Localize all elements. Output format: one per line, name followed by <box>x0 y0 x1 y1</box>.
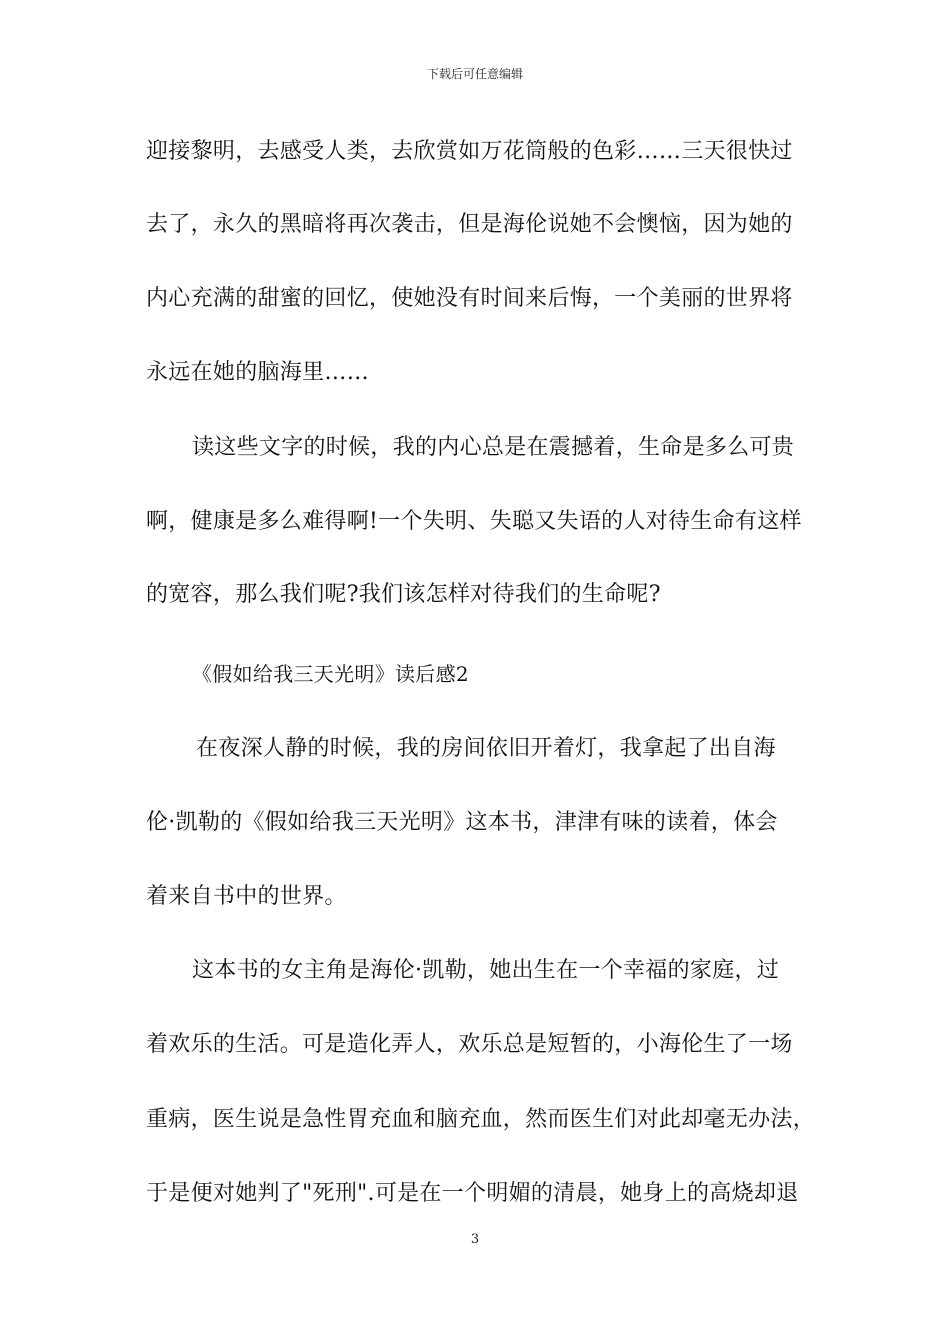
paragraph-line: 在夜深人静的时候，我的房间依旧开着灯，我拿起了出自海 <box>196 736 776 761</box>
paragraph-line: 于是便对她判了"死刑".可是在一个明媚的清晨，她身上的高烧却退 <box>146 1181 799 1206</box>
paragraph-line: 重病，医生说是急性胃充血和脑充血，然而医生们对此却毫无办法， <box>146 1107 816 1132</box>
paragraph-line: 啊，健康是多么难得啊!一个失明、失聪又失语的人对待生命有这样 <box>146 509 802 534</box>
paragraph-line: 这本书的女主角是海伦·凯勒，她出生在一个幸福的家庭，过 <box>192 958 780 983</box>
paragraph-line: 读这些文字的时候，我的内心总是在震撼着，生命是多么可贵 <box>192 435 795 460</box>
section-heading: 《假如给我三天光明》读后感2 <box>192 662 469 686</box>
paragraph-line: 的宽容，那么我们呢?我们该怎样对待我们的生命呢? <box>146 582 661 607</box>
paragraph-line: 内心充满的甜蜜的回忆，使她没有时间来后悔，一个美丽的世界将 <box>146 286 793 311</box>
paragraph-line: 着来自书中的世界。 <box>146 884 347 909</box>
paragraph-line: 去了，永久的黑暗将再次袭击，但是海伦说她不会懊恼，因为她的 <box>146 212 793 237</box>
page-number: 3 <box>470 1232 480 1247</box>
paragraph-line: 永远在她的脑海里…… <box>146 360 370 385</box>
paragraph-line: 伦·凯勒的《假如给我三天光明》这本书，津津有味的读着，体会 <box>146 810 778 835</box>
paragraph-line: 着欢乐的生活。可是造化弄人，欢乐总是短暂的，小海伦生了一场 <box>146 1032 793 1057</box>
page-header: 下载后可任意编辑 <box>426 67 523 81</box>
paragraph-line: 迎接黎明，去感受人类，去欣赏如万花筒般的色彩……三天很快过 <box>146 139 793 164</box>
